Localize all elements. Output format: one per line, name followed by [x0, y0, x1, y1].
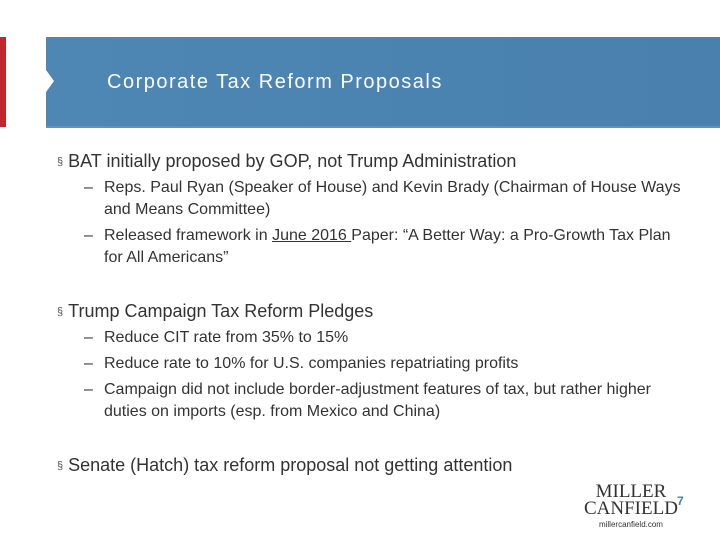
- sub-bullet: [84, 327, 684, 349]
- bullet-text: Senate (Hatch) tax reform proposal not getting attention: [68, 455, 513, 475]
- dash-icon: –: [84, 329, 93, 346]
- sub-bullet: [84, 177, 684, 221]
- sub-bullet: [84, 379, 684, 423]
- bullet-icon: §: [57, 306, 64, 318]
- dash-icon: –: [84, 381, 93, 398]
- banner-notch: [46, 70, 54, 92]
- logo-line-2: CANFIELD: [584, 498, 678, 519]
- dash-icon: –: [84, 355, 93, 372]
- page-title: Corporate Tax Reform Proposals: [107, 71, 443, 93]
- logo-line-1: MILLER: [595, 481, 667, 502]
- dash-icon: –: [84, 179, 93, 196]
- sub-bullet-text: Reduce CIT rate from 35% to 15%: [104, 329, 349, 346]
- bullet-text: Trump Campaign Tax Reform Pledges: [68, 301, 374, 321]
- accent-bar: [0, 37, 6, 127]
- text: Released framework in: [104, 227, 273, 244]
- dash-icon: –: [84, 227, 93, 244]
- miller-canfield-logo: [584, 483, 678, 531]
- sub-bullet-text: Campaign did not include border-adjustment features of tax, but rather higher duties on imports (esp. from Mexico and China): [104, 381, 651, 420]
- bullet-icon: §: [57, 156, 64, 168]
- bullet-3: [57, 455, 512, 476]
- text: Paper: “A Better Way: a Pro-Growth Tax Plan for All Americans”: [104, 227, 671, 266]
- bullet-2: [57, 301, 373, 322]
- sub-bullet-text: Reps. Paul Ryan (Speaker of House) and Kevin Brady (Chairman of House Ways and Means Committee): [104, 179, 681, 218]
- sub-bullet: [84, 225, 684, 269]
- bullet-text: BAT initially proposed by GOP, not Trump Administration: [68, 151, 517, 171]
- sub-bullet-text: Reduce rate to 10% for U.S. companies repatriating profits: [104, 355, 519, 372]
- page-number: 7: [677, 494, 684, 508]
- date-link[interactable]: June 2016: [272, 227, 352, 244]
- bullet-icon: §: [57, 460, 64, 472]
- bullet-1: [57, 151, 516, 172]
- sub-bullet: [84, 353, 684, 375]
- logo-url: millercanfield.com: [598, 520, 663, 529]
- sub-bullet-text: [104, 225, 684, 269]
